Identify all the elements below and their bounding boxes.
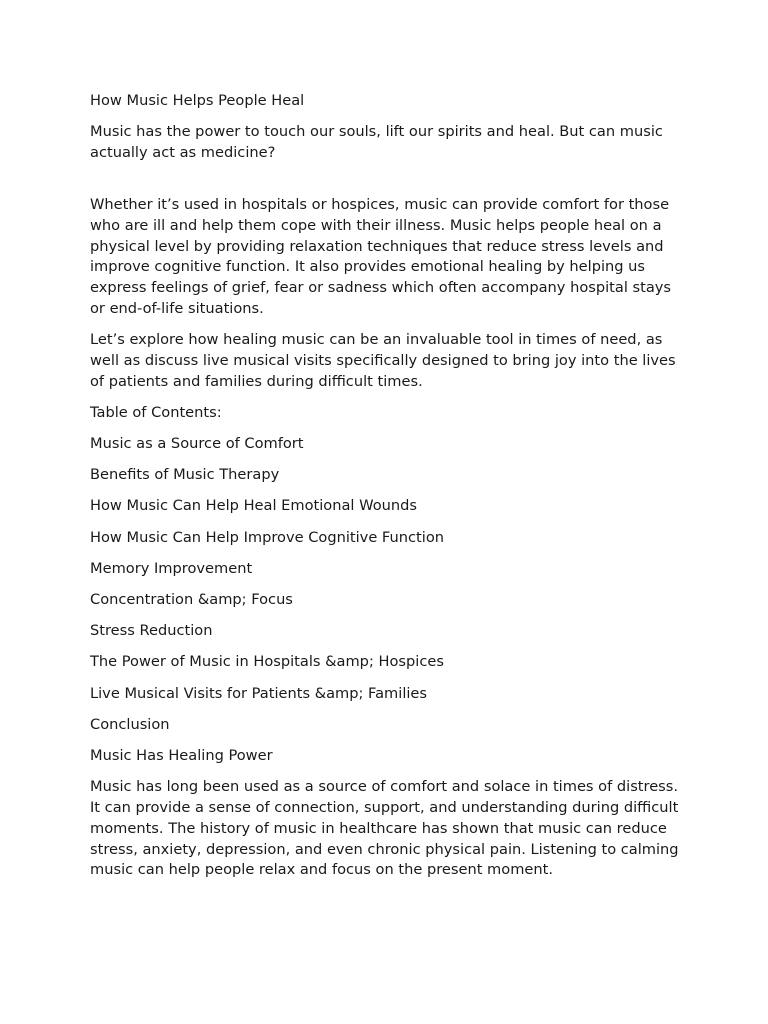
section-heading: Music Has Healing Power [90,746,273,764]
toc-item-memory: Memory Improvement [90,559,253,577]
toc-item-benefits: Benefits of Music Therapy [90,466,280,484]
document-body [90,91,682,892]
toc-heading: Table of Contents: [90,403,222,421]
toc-item-concentration: Concentration &amp; Focus [90,591,293,609]
toc-item-stress: Stress Reduction [90,622,213,640]
document-title: How Music Helps People Heal [90,92,305,109]
toc-item-emotional-wounds: How Music Can Help Heal Emotional Wounds [90,497,417,515]
intro-paragraph: Music has the power to touch our souls, lift our spirits and heal. But can music actually act as medicine? [90,123,663,161]
body-paragraph-1: Whether it’s used in hospitals or hospices, music can provide comfort for those who are ill and help them cope with their illness. Music helps people heal on a physical level by providing relaxation techniques that reduce stress levels and improve cognitive function. It also provides emotional healing by helping us express feelings of grief, fear or sadness which often accompany hospital stays or end-of-life situations. [90,195,672,317]
body-paragraph-2: Let’s explore how healing music can be an invaluable tool in times of need, as well as discuss live musical visits specifically designed to bring joy into the lives of patients and families during difficult times. [90,331,676,390]
toc-item-live-visits: Live Musical Visits for Patients &amp; Families [90,684,428,702]
toc-item-cognitive-function: How Music Can Help Improve Cognitive Function [90,528,445,546]
toc-item-comfort: Music as a Source of Comfort [90,435,304,453]
section-paragraph: Music has long been used as a source of comfort and solace in times of distress. It can provide a sense of connection, support, and understanding during difficult moments. The history of music in healthcare has shown that music can reduce stress, anxiety, depression, and even chronic physical pain. Listening to calming music can help people relax and focus on the present moment. [90,778,679,879]
toc-item-hospitals: The Power of Music in Hospitals &amp; Hospices [90,653,444,671]
toc-item-conclusion: Conclusion [90,715,170,733]
